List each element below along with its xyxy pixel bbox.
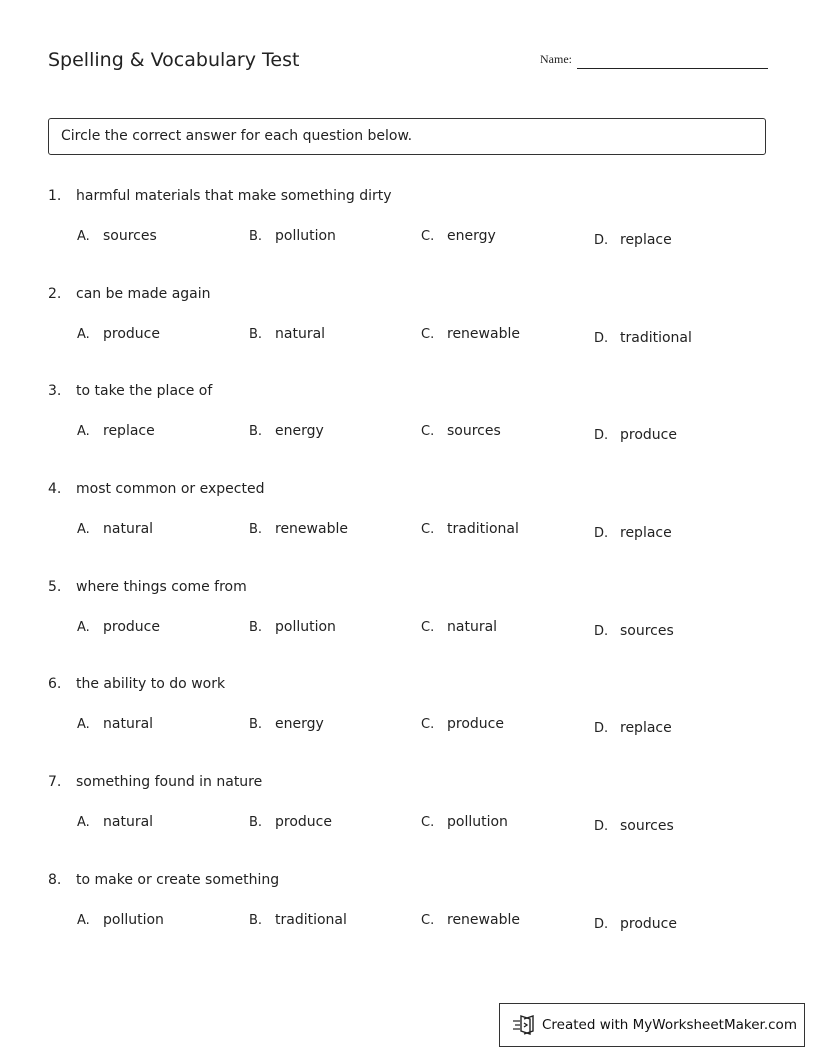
choice-text: sources <box>447 423 501 439</box>
choice-text: pollution <box>275 228 336 244</box>
question-2 <box>0 286 816 366</box>
question-number: 3. <box>48 383 62 399</box>
choice-letter: A. <box>77 717 90 732</box>
instructions-box: Circle the correct answer for each question below. <box>48 118 766 155</box>
choice-letter: D. <box>594 526 609 541</box>
choice-text: natural <box>103 814 154 830</box>
choice-letter: A. <box>77 424 90 439</box>
question-prompt: the ability to do work <box>76 676 226 692</box>
answer-choice[interactable] <box>77 814 153 830</box>
answer-choice[interactable] <box>594 232 672 248</box>
question-number: 4. <box>48 481 62 497</box>
choice-letter: D. <box>594 331 609 346</box>
question-prompt: where things come from <box>76 579 247 595</box>
choice-letter: D. <box>594 917 609 932</box>
question-prompt: something found in nature <box>76 774 263 790</box>
answer-choice[interactable] <box>421 814 508 830</box>
choice-letter: C. <box>421 229 435 244</box>
choice-letter: C. <box>421 913 435 928</box>
answer-choice[interactable] <box>77 912 164 928</box>
answer-choice[interactable] <box>594 720 672 736</box>
question-number: 2. <box>48 286 62 302</box>
answer-choice[interactable] <box>594 525 672 541</box>
question-8 <box>0 872 816 952</box>
answer-choice[interactable] <box>249 326 325 342</box>
name-field-line[interactable] <box>577 68 768 69</box>
choice-text: replace <box>620 232 672 248</box>
question-4 <box>0 481 816 561</box>
answer-choice[interactable] <box>421 326 520 342</box>
answer-choice[interactable] <box>594 623 674 639</box>
choice-letter: C. <box>421 620 435 635</box>
choice-letter: B. <box>249 424 263 439</box>
choice-text: energy <box>275 423 324 439</box>
choice-letter: B. <box>249 327 263 342</box>
name-label: Name: <box>540 52 572 66</box>
question-7 <box>0 774 816 854</box>
choice-letter: B. <box>249 522 263 537</box>
question-number: 6. <box>48 676 62 692</box>
choice-letter: A. <box>77 815 90 830</box>
choice-text: energy <box>447 228 496 244</box>
choice-letter: B. <box>249 717 263 732</box>
choice-letter: B. <box>249 913 263 928</box>
choice-text: renewable <box>447 326 520 342</box>
choice-text: produce <box>620 916 677 932</box>
choice-text: sources <box>620 818 674 834</box>
choice-text: produce <box>447 716 504 732</box>
question-number: 7. <box>48 774 62 790</box>
answer-choice[interactable] <box>249 814 332 830</box>
choice-text: natural <box>103 716 154 732</box>
answer-choice[interactable] <box>421 619 497 635</box>
answer-choice[interactable] <box>594 427 677 443</box>
answer-choice[interactable] <box>77 326 160 342</box>
choice-text: natural <box>103 521 154 537</box>
choice-text: sources <box>103 228 157 244</box>
choice-text: traditional <box>275 912 347 928</box>
choice-text: pollution <box>103 912 164 928</box>
choice-letter: A. <box>77 620 90 635</box>
answer-choice[interactable] <box>77 423 155 439</box>
choice-letter: C. <box>421 815 435 830</box>
choice-letter: C. <box>421 522 435 537</box>
answer-choice[interactable] <box>421 228 496 244</box>
answer-choice[interactable] <box>249 228 336 244</box>
answer-choice[interactable] <box>421 912 520 928</box>
choice-text: replace <box>620 720 672 736</box>
choice-letter: D. <box>594 721 609 736</box>
choice-letter: D. <box>594 819 609 834</box>
answer-choice[interactable] <box>77 521 153 537</box>
choice-text: natural <box>447 619 498 635</box>
choice-text: sources <box>620 623 674 639</box>
question-number: 1. <box>48 188 62 204</box>
answer-choice[interactable] <box>249 912 347 928</box>
choice-letter: B. <box>249 229 263 244</box>
choice-text: produce <box>103 619 160 635</box>
answer-choice[interactable] <box>249 521 348 537</box>
choice-text: traditional <box>447 521 519 537</box>
choice-letter: D. <box>594 624 609 639</box>
choice-text: energy <box>275 716 324 732</box>
question-prompt: harmful materials that make something dirty <box>76 188 392 204</box>
question-1 <box>0 188 816 268</box>
choice-text: replace <box>103 423 155 439</box>
footer-badge[interactable] <box>499 1003 805 1047</box>
choice-letter: A. <box>77 522 90 537</box>
choice-text: natural <box>275 326 326 342</box>
choice-letter: A. <box>77 327 90 342</box>
choice-text: renewable <box>447 912 520 928</box>
answer-choice[interactable] <box>249 619 336 635</box>
answer-choice[interactable] <box>594 330 692 346</box>
choice-text: produce <box>275 814 332 830</box>
question-prompt: most common or expected <box>76 481 265 497</box>
answer-choice[interactable] <box>594 916 677 932</box>
choice-text: replace <box>620 525 672 541</box>
footer-text: Created with MyWorksheetMaker.com <box>542 1017 797 1033</box>
choice-letter: A. <box>77 229 90 244</box>
answer-choice[interactable] <box>249 716 324 732</box>
choice-text: produce <box>103 326 160 342</box>
answer-choice[interactable] <box>421 716 504 732</box>
choice-letter: D. <box>594 233 609 248</box>
answer-choice[interactable] <box>77 228 157 244</box>
question-3 <box>0 383 816 463</box>
question-prompt: can be made again <box>76 286 211 302</box>
choice-text: produce <box>620 427 677 443</box>
choice-letter: D. <box>594 428 609 443</box>
worksheet-maker-logo-icon <box>512 1014 536 1036</box>
question-prompt: to take the place of <box>76 383 213 399</box>
answer-choice[interactable] <box>421 423 501 439</box>
question-6 <box>0 676 816 756</box>
choice-text: pollution <box>447 814 508 830</box>
choice-text: traditional <box>620 330 692 346</box>
choice-text: pollution <box>275 619 336 635</box>
question-number: 5. <box>48 579 62 595</box>
question-number: 8. <box>48 872 62 888</box>
page-title: Spelling & Vocabulary Test <box>48 49 300 71</box>
choice-letter: C. <box>421 717 435 732</box>
choice-text: renewable <box>275 521 348 537</box>
answer-choice[interactable] <box>77 716 153 732</box>
choice-letter: B. <box>249 620 263 635</box>
answer-choice[interactable] <box>421 521 519 537</box>
question-5 <box>0 579 816 659</box>
question-prompt: to make or create something <box>76 872 280 888</box>
choice-letter: A. <box>77 913 90 928</box>
answer-choice[interactable] <box>77 619 160 635</box>
answer-choice[interactable] <box>594 818 674 834</box>
choice-letter: C. <box>421 424 435 439</box>
answer-choice[interactable] <box>249 423 324 439</box>
choice-letter: B. <box>249 815 263 830</box>
choice-letter: C. <box>421 327 435 342</box>
